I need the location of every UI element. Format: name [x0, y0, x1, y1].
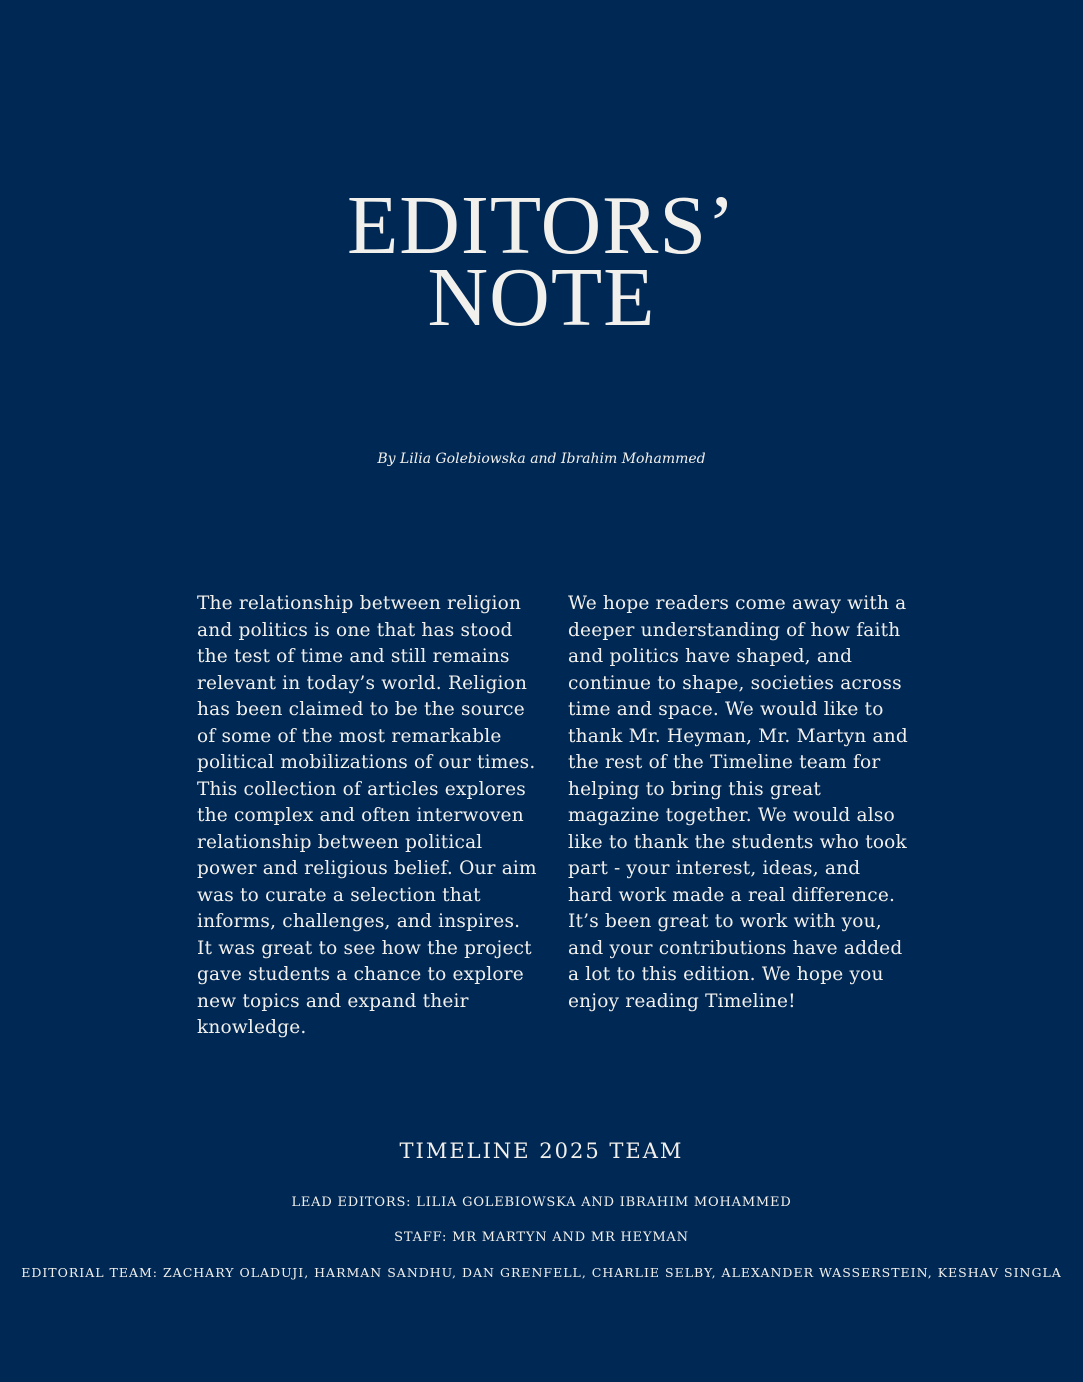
title-line-2: NOTE: [427, 251, 656, 344]
lead-editors-credit: LEAD EDITORS: LILIA GOLEBIOWSKA AND IBRAHIM MOHAMMED: [291, 1195, 792, 1210]
body-column-left: The relationship between religion and politics is one that has stood the test of time and still remains relevant in today’s world. Religion has been claimed to be the source of some of the most remarkable political mobilizations of our times. This collection of articles explores the complex and often interwoven relationship between political power and religious belief. Our aim was to curate a selection that informs, challenges, and inspires. It was great to see how the project gave students a chance to explore new topics and expand their knowledge.: [197, 593, 537, 1038]
editorial-team-credit: EDITORIAL TEAM: ZACHARY OLADUJI, HARMAN SANDHU, DAN GRENFELL, CHARLIE SELBY, ALEXANDER WASSERSTEIN, KESHAV SINGLA: [21, 1265, 1062, 1280]
page-title: [0, 179, 1083, 344]
body-column-right: We hope readers come away with a deeper understanding of how faith and politics have shaped, and continue to shape, societies across time and space. We would like to thank Mr. Heyman, Mr. Martyn and the rest of the Timeline team for helping to bring this great magazine together. We would also like to thank the students who took part - your interest, ideas, and hard work made a real difference. It’s been great to work with you, and your contributions have added a lot to this edition. We hope you enjoy reading Timeline!: [568, 593, 908, 1012]
byline: By Lilia Golebiowska and Ibrahim Mohammed: [377, 451, 706, 467]
title-line-1: EDITORS’: [346, 179, 737, 272]
team-heading: TIMELINE 2025 TEAM: [399, 1139, 684, 1163]
staff-credit: STAFF: MR MARTYN AND MR HEYMAN: [394, 1230, 689, 1245]
